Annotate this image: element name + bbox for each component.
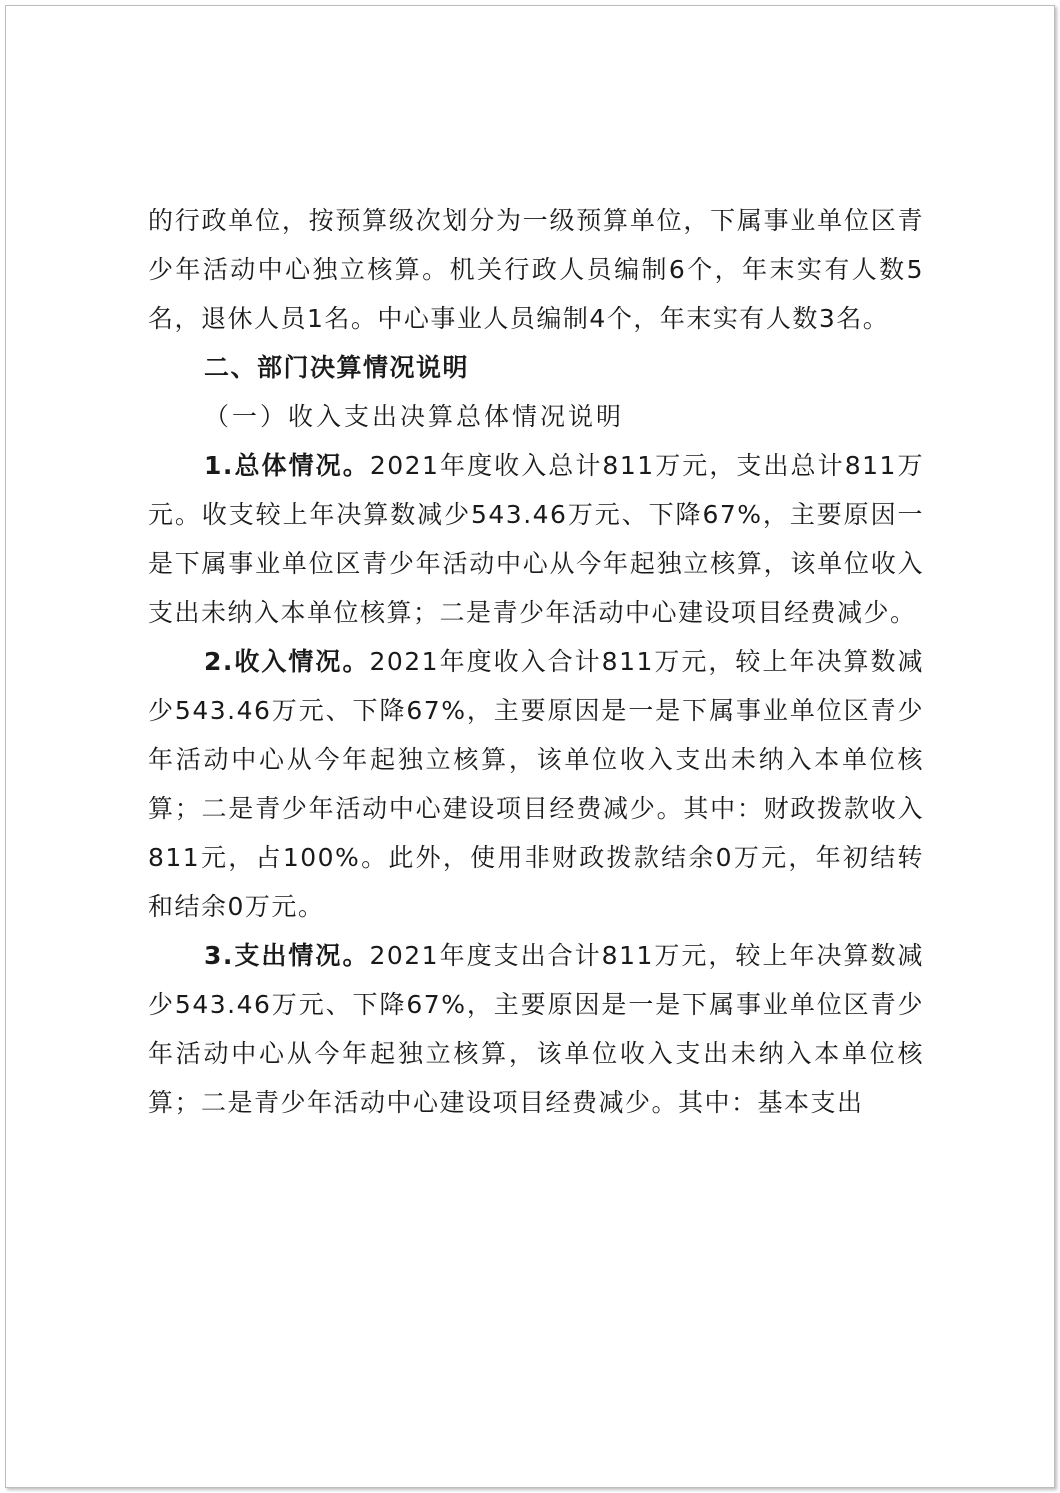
income-lead: 2.收入情况。 <box>204 647 370 676</box>
subsection-heading: （一）收入支出决算总体情况说明 <box>204 402 625 431</box>
expenditure-paragraph <box>148 931 924 1127</box>
intro-paragraph: 的行政单位，按预算级次划分为一级预算单位，下属事业单位区青少年活动中心独立核算。机关行政人员编制6个，年末实有人数5名，退休人员1名。中心事业人员编制4个，年末实有人数3名。 <box>148 206 924 333</box>
section-heading: 二、部门决算情况说明 <box>204 353 470 382</box>
income-paragraph <box>148 637 924 931</box>
expenditure-lead: 3.支出情况。 <box>204 941 370 970</box>
overall-text: 2021年度收入总计811万元，支出总计811万元。收支较上年决算数减少543.46万元、下降67%，主要原因一是下属事业单位区青少年活动中心从今年起独立核算，该单位收入支出未纳入本单位核算；二是青少年活动中心建设项目经费减少。 <box>148 451 924 627</box>
expenditure-text: 2021年度支出合计811万元，较上年决算数减少543.46万元、下降67%，主要原因是一是下属事业单位区青少年活动中心从今年起独立核算，该单位收入支出未纳入本单位核算；二是青少年活动中心建设项目经费减少。其中：基本支出 <box>148 941 924 1117</box>
income-text: 2021年度收入合计811万元，较上年决算数减少543.46万元、下降67%，主要原因是一是下属事业单位区青少年活动中心从今年起独立核算，该单位收入支出未纳入本单位核算；二是青少年活动中心建设项目经费减少。其中：财政拨款收入811元，占100%。此外，使用非财政拨款结余0万元，年初结转和结余0万元。 <box>148 647 924 921</box>
overall-paragraph <box>148 441 924 637</box>
overall-lead: 1.总体情况。 <box>204 451 370 480</box>
document-body <box>148 196 924 1127</box>
